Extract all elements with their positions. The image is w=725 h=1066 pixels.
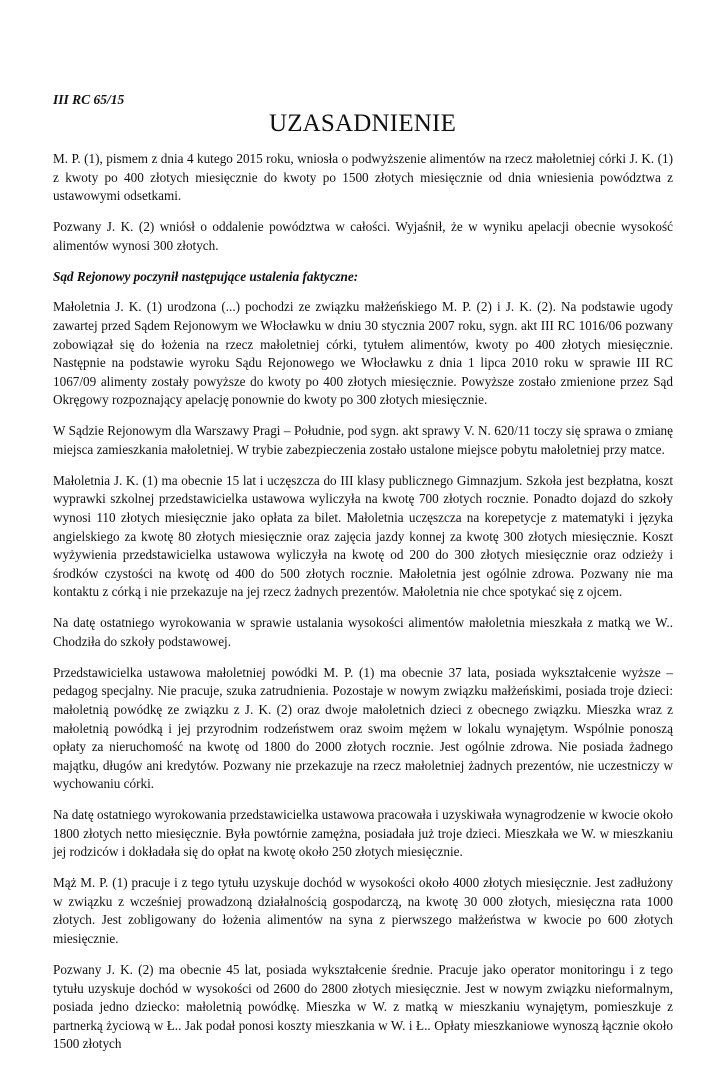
document-title: UZASADNIENIE: [268, 110, 457, 137]
paragraph-stepfather: Mąż M. P. (1) pracuje i z tego tytułu uzyskuje dochód w wysokości około 4000 złotych miesięcznie. Jest zadłużony w związku z wcześniej prowadzoną działalnością gospodarczą, na kwotę 30 000 złotych, miesięczna rata 1000 złotych. Jest zobligowany do łożenia alimentów na syna z pierwszego małżeństwa w kwocie po 600 złotych miesięcznie.: [53, 875, 673, 947]
paragraph-mother-previous: Na datę ostatniego wyrokowania przedstawicielka ustawowa pracowała i uzyskiwała wynagrodzenie w kwocie około 1800 złotych netto miesięcznie. Była powtórnie zamężna, posiadała już troje dzieci. Mieszkała we W. w mieszkaniu jej rodziców i dokładała się do opłat na kwotę około 250 złotych miesięcznie.: [53, 807, 673, 860]
paragraph-mother-situation: Przedstawicielka ustawowa małoletniej powódki M. P. (1) ma obecnie 37 lata, posiada wykształcenie wyższe – pedagog specjalny. Nie pracuje, szuka zatrudnienia. Pozostaje w nowym związku małżeńskimi, posiada troje dzieci: małoletnią powódkę ze związku z J. K. (2) oraz dwoje małoletnich dzieci z obecnego związku. Mieszka wraz z małoletnią powódką i jej przyrodnim rodzeństwem oraz swoim mężem w lokalu wynajętym. Wspólnie ponoszą opłaty za nieruchomość na kwotę od 1800 do 2000 złotych rocznie. Jest ogólnie zdrowa. Nie posiada żadnego majątku, długów ani kredytów. Pozwany nie przekazuje na rzecz małoletniej żadnych prezentów, nie uczestniczy w wychowaniu córki.: [53, 664, 673, 792]
paragraph-residence-case: W Sądzie Rejonowym dla Warszawy Pragi – Południe, pod sygn. akt sprawy V. N. 620/11 toczy się sprawa o zmianę miejsca zamieszkania małoletniej. W trybie zabezpieczenia zostało ustalone miejsce pobytu małoletniej przy matce.: [53, 423, 673, 457]
paragraph-child-needs: Małoletnia J. K. (1) ma obecnie 15 lat i uczęszcza do III klasy publicznego Gimnazjum. Szkoła jest bezpłatna, koszt wyprawki szkolnej przedstawicielka ustawowa wyliczyła na kwotę 700 złotych rocznie. Ponadto dojazd do szkoły wynosi 110 złotych miesięcznie jako opłata za bilet. Małoletnia uczęszcza na korepetycje z matematyki i języka angielskiego za kwotę 80 złotych miesięcznie oraz zajęcia jazdy konnej za kwotę 300 złotych miesięcznie. Koszt wyżywienia przedstawicielka ustawowa wyliczyła na kwotę od 200 do 300 złotych miesięcznie oraz odzieży i środków czystości na kwotę od 400 do 500 złotych rocznie. Małoletnia jest ogólnie zdrowa. Pozwany nie ma kontaktu z córką i nie przekazuje na jej rzecz żadnych prezentów. Małoletnia nie chce spotykać się z ojcem.: [53, 472, 673, 600]
paragraph-defendant-response: Pozwany J. K. (2) wniósł o oddalenie powództwa w całości. Wyjaśnił, że w wyniku apelacji obecnie wysokość alimentów wynosi 300 złotych.: [53, 219, 673, 253]
case-number: III RC 65/15: [53, 92, 125, 107]
paragraph-background: Małoletnia J. K. (1) urodzona (...) pochodzi ze związku małżeńskiego M. P. (2) i J. K. (2). Na podstawie ugody zawartej przed Sądem Rejonowym we Włocławku w dniu 30 stycznia 2007 roku, sygn. akt III RC 1016/06 pozwany zobowiązał się do łożenia na rzecz małoletniej córki, tytułem alimentów, kwoty po 400 złotych miesięcznie. Następnie na podstawie wyroku Sądu Rejonowego we Włocławku z dnia 1 lipca 2010 roku w sprawie III RC 1067/09 alimenty zostały powyższe do kwoty po 400 złotych miesięcznie. Powyższe zostało zmienione przez Sąd Okręgowy rozpoznający apelację ponownie do kwoty po 300 złotych miesięcznie.: [53, 299, 673, 408]
document-body: [53, 150, 673, 1066]
paragraph-claim: M. P. (1), pismem z dnia 4 kutego 2015 roku, wniosła o podwyższenie alimentów na rzecz małoletniej córki J. K. (1) z kwoty po 400 złotych miesięcznie do kwoty po 1500 złotych miesięcznie od dnia wniesienia powództwa z ustawowymi odsetkami.: [53, 151, 673, 204]
section-heading-findings: Sąd Rejonowy poczynił następujące ustalenia faktyczne:: [53, 268, 359, 284]
paragraph-defendant-situation: Pozwany J. K. (2) ma obecnie 45 lat, posiada wykształcenie średnie. Pracuje jako operator monitoringu i z tego tytułu uzyskuje dochód w wysokości od 2600 do 2800 złotych miesięcznie. Jest w nowym związku nieformalnym, posiada jedno dziecko: małoletnią powódkę. Mieszka w W. z matką w mieszkaniu wynajętym, pomieszkuje z partnerką życiową w Ł.. Jak podał ponosi koszty mieszkania w W. i Ł.. Opłaty mieszkaniowe wynoszą łącznie około 1500 złotych: [53, 961, 673, 1052]
paragraph-previous-situation: Na datę ostatniego wyrokowania w sprawie ustalania wysokości alimentów małoletnia mieszkała z matką we W.. Chodziła do szkoły podstawowej.: [53, 615, 673, 649]
